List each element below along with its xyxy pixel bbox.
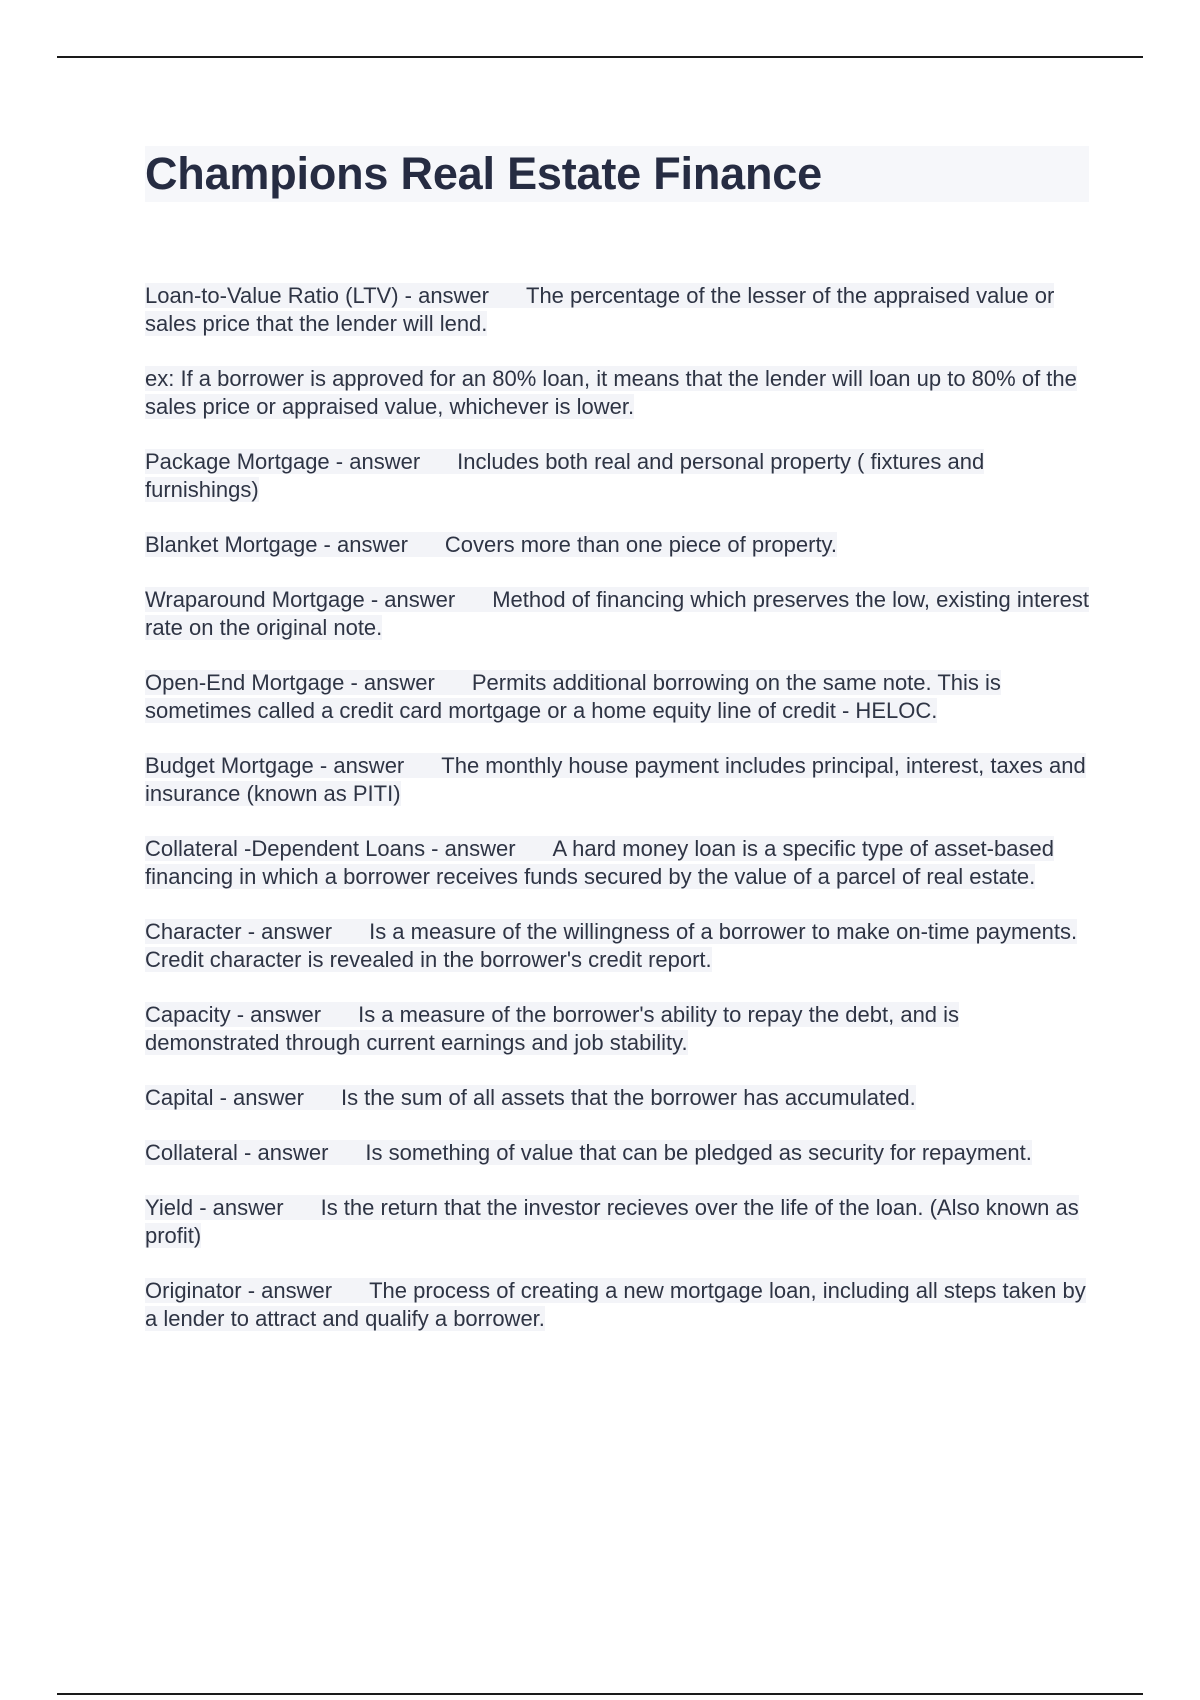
entry-definition: Permits additional borrowing on the same note. This is sometimes called a credit card mortgage or a home equity line of credit - HELOC. — [145, 670, 1001, 723]
entry-term: Blanket Mortgage - answer — [145, 532, 408, 557]
entry-definition: The process of creating a new mortgage loan, including all steps taken by a lender to attract and qualify a borrower. — [145, 1278, 1086, 1331]
entry-term: Yield - answer — [145, 1195, 284, 1220]
entry-originator — [145, 1277, 1095, 1333]
entry-term: Originator - answer — [145, 1278, 333, 1303]
entry-term: Wraparound Mortgage - answer — [145, 587, 456, 612]
entry-term: Capital - answer — [145, 1085, 304, 1110]
entry-term: Package Mortgage - answer — [145, 449, 421, 474]
entry-definition: Covers more than one piece of property. — [444, 532, 838, 557]
entry-term: Loan-to-Value Ratio (LTV) - answer — [145, 283, 489, 308]
entry-term: Capacity - answer — [145, 1002, 322, 1027]
bottom-rule — [57, 1693, 1143, 1695]
entry-collateral — [145, 1139, 1095, 1167]
entry-open-end-mortgage — [145, 669, 1095, 725]
page-title: Champions Real Estate Finance — [145, 148, 822, 199]
top-rule — [57, 56, 1143, 58]
entry-definition: Is a measure of the borrower's ability to repay the debt, and is demonstrated through current earnings and job stability. — [145, 1002, 960, 1055]
entry-definition: The monthly house payment includes principal, interest, taxes and insurance (known as PITI) — [145, 753, 1086, 806]
entry-definition: A hard money loan is a specific type of asset-based financing in which a borrower receives funds secured by the value of a parcel of real estate. — [145, 836, 1054, 889]
entry-definition: The percentage of the lesser of the appraised value or sales price that the lender will lend. — [145, 283, 1055, 336]
entry-package-mortgage — [145, 448, 1095, 504]
entry-budget-mortgage — [145, 752, 1095, 808]
entry-ltv-example — [145, 365, 1095, 421]
entry-term: Budget Mortgage - answer — [145, 753, 405, 778]
entry-definition: ex: If a borrower is approved for an 80% loan, it means that the lender will loan up to 80% of the sales price or appraised value, whichever is lower. — [145, 366, 1077, 419]
entry-definition: Is something of value that can be pledged as security for repayment. — [365, 1140, 1032, 1165]
entry-definition: Is the return that the investor recieves over the life of the loan. (Also known as profit) — [145, 1195, 1079, 1248]
entry-definition: Is the sum of all assets that the borrower has accumulated. — [340, 1085, 916, 1110]
entry-wraparound-mortgage — [145, 586, 1095, 642]
flashcard-list — [145, 282, 1095, 1360]
entry-term: Collateral -Dependent Loans - answer — [145, 836, 516, 861]
entry-collateral-dependent-loans — [145, 835, 1095, 891]
entry-ltv — [145, 282, 1095, 338]
entry-term: Character - answer — [145, 919, 333, 944]
entry-definition: Is a measure of the willingness of a borrower to make on-time payments. Credit character is revealed in the borrower's credit report. — [145, 919, 1078, 972]
entry-blanket-mortgage — [145, 531, 1095, 559]
entry-definition: Includes both real and personal property ( fixtures and furnishings) — [145, 449, 985, 502]
entry-definition: Method of financing which preserves the low, existing interest rate on the original note. — [145, 587, 1089, 640]
entry-yield — [145, 1194, 1095, 1250]
entry-term: Collateral - answer — [145, 1140, 329, 1165]
entry-term: Open-End Mortgage - answer — [145, 670, 435, 695]
entry-capacity — [145, 1001, 1095, 1057]
entry-character — [145, 918, 1095, 974]
entry-capital — [145, 1084, 1095, 1112]
